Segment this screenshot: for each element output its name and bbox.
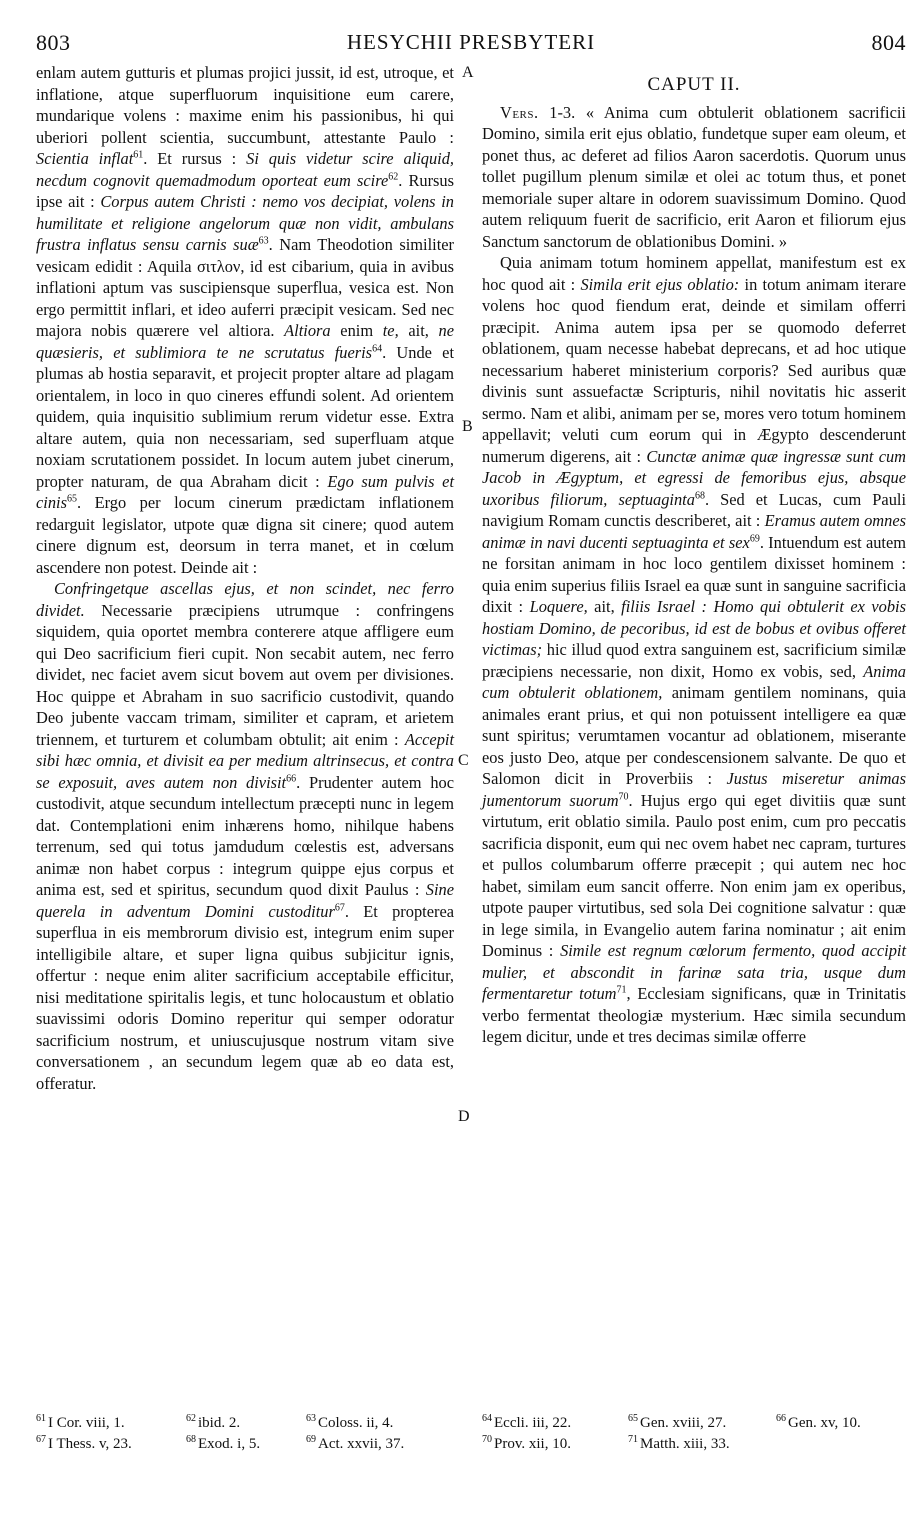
text-run: Necessarie præcipiens utrumque : confringens siquidem, quia oportet membra conterere atque affligere eum qui Deo sacrificium fieri cupit. Non secabit autem, nec ferro dividet, nec faciet avem sicut bovem aut ovem per divisiones. Hoc quippe et Abraham in suo sacrificio custodivit, quando Deo jubente vaccam trimam, similiter et capram, et arietem triennem, et turturem et columbam obtulit; ait enim : [36,600,454,749]
quotation: te, [382,321,399,340]
page-number-left: 803 [36,30,71,55]
quotation: Sine querela in adventum Domini custoditur [36,880,454,921]
text-run: in totum animam iterare volens hoc quod fiendum erat, deinde et similam offerri præcipit. Anima autem ipsa per se quomodo deferret oblationem, quam necesse habebat deprecans, et ad hoc utique necessarium haberet ministerium corporis? Sed auribus quæ divinis sunt assuefactæ Scripturis, nihil novitatis hic asserit sermo. Nam et alibi, animam per se, mores vero totum hominem appellavit; veluti cum eorum qui in Ægypto descenderunt numerum digerens, ait : [482,274,906,466]
quotation: Si quis videtur scire aliquid, necdum cognovit quemadmodum oporteat eum scire [36,149,454,190]
footnote-citation: Matth. xiii, 33. [640,1436,730,1452]
footnote [482,1434,571,1454]
text-run: ait, [398,321,439,340]
quotation: Simila erit ejus oblatio: [580,274,740,294]
quotation: Corpus autem Christi : nemo vos decipiat, volens in humilitate et religione angelorum quæ non vidit, ambulans frustra inflatus sensu carnis suæ [36,192,454,254]
margin-letter-d: D [458,1108,470,1125]
footnotes [36,1413,906,1455]
quotation: Altiora [284,321,331,340]
right-paragraph [482,252,906,1048]
footnote-citation: ibid. 2. [198,1415,241,1431]
text-run: 1-3. « Anima cum obtulerit oblationem sacrificii Domino, simila erit ejus oblatio, fundetque super eam oleum, et ponet thus, ac deferet ad filios Aaron sacerdotis. Quorum unus tollet pugillum plenum similæ et olei ac totum thus, et ponet memoriale super altare in odorem suavissimum Domino. Quod autem reliquum fuerit de sacrificio, erit Aaron et filiorum ejus Sanctum sanctorum de oblationibus Domini. » [482,102,906,251]
footnote [482,1413,571,1433]
quotation: Loquere, [529,597,588,616]
text-run: enim [330,321,383,340]
text-run: . Sed et Lucas, cum Pauli navigium Romam cunctis describeret, ait : [482,489,906,530]
footnote [776,1413,861,1433]
right-column-body [482,102,906,1048]
footnote-reference: 68 [694,490,705,502]
footnote-number: 62 [186,1413,196,1424]
footnote-reference: 66 [286,773,297,785]
footnote [36,1434,132,1454]
footnote-number: 61 [36,1413,46,1424]
quotation: filiis Israel : Homo qui obtulerit ex vobis hostiam Domino, de pecoribus, id est de bobus et ovibus offeret victimas; [482,597,906,659]
text-run: hic illud quod extra sanguinem est, sacrificium similæ præcipiens necessarie, non dixit, Homo ex vobis, sed, [482,640,906,681]
footnote-citation: Coloss. ii, 4. [318,1415,394,1431]
footnote [306,1413,393,1433]
footnote-number: 65 [628,1413,638,1424]
quotation: Simile est regnum cœlorum fermento, quod accipit mulier, et abscondit in farinæ sata tria, usque dum fermentaretur totum [482,941,907,1003]
text-run: enlam autem gutturis et plumas projici jussit, id est, utroque, et inflatione, atque superfluorum inquisitione eum carere, mundarique volens : maxime enim his passionibus, hi qui uberiori pollent scientia, succumbunt, attestante Paulo : [36,63,454,147]
text-run: ait, [587,597,622,616]
quotation: Accepit sibi hæc omnia, et divisit ea per medium altrinsecus, et contra se exposuit, aves autem non divisit [36,729,454,792]
footnote-reference: 64 [372,343,383,355]
text-run: . Prudenter autem hoc custodivit, atque secundum intellectum præcepti nunc in legem dat. Contemplationi enim inhærens homo, nihilque habens terrenum, sed qui totus jamdudum cœlestis est, adversans animæ non habet corpus : integrum quippe ejus corpus et anima est, sed et spiritus, secundum quod dixit Paulus : [36,772,455,899]
footnote-reference: 70 [618,791,629,803]
footnote-citation: Exod. i, 5. [198,1436,261,1452]
left-paragraph [36,62,454,578]
text-run: . Et propterea superflua in eis membrorum divisio est, integrum enim super intelligibile altare, et super ligna quibus subjicitur ignis, offertur : neque enim aliter sacrificium acceptabile efficitur, nisi meditatione spiritalis legis, et tunc holocaustum et oblatio suavissimi odoris Domino reperitur qui semper odoratur sacrificium nostrum, et uniuscujusque nostrum vitam sive conversationem , an secundum legem quæ ab eo data est, offeratur. [36,901,454,1093]
footnote-citation: Act. xxvii, 37. [318,1436,405,1452]
text-run: , Ecclesiam significans, quæ in Trinitatis verbo fermentat theologiæ mysterium. Hæc simila secundum legem dicitur, unde et tres decimas similæ offerre [482,984,906,1046]
text-run: Quia animam totum hominem appellat, manifestum est ex hoc quod ait : [482,253,906,294]
footnote-reference: 61 [133,149,144,161]
text-run: . Hujus ergo qui eget divitiis quæ sunt virtutum, erit oblatio simila. Paulo post enim, cum pro peccatis sacrificia disponit, eum qui nec ovem habet nec capram, turtures et pullos columbarum offerre præcepit ; qui autem nec hoc habet, similam eum sancit offerre. Non enim jam ex operibus, utpote pauper virtutibus, sed sola Dei cognitione salvatur : quæ in lege simila, in Evangelio autem farina nominatur ; ait enim Dominus : [482,790,906,960]
footnote-reference: 71 [616,984,627,996]
margin-letter-b: B [462,418,473,435]
footnote-citation: Eccli. iii, 22. [494,1415,572,1431]
footnote-citation: I Cor. viii, 1. [48,1415,125,1431]
footnote-citation: Prov. xii, 10. [494,1436,571,1452]
quotation: Anima cum obtulerit oblationem, [482,661,906,702]
footnote-reference: 62 [388,171,399,183]
footnote-number: 68 [186,1434,196,1445]
footnote [306,1434,404,1454]
text-run: . Nam Theodotion similiter vesicam edidit : Aquila σιτλον, id est cibarium, quia in avibus inflationi aptum vas suscipiensque superflua, vesica est. Non ergo permittit inflari, et ideo auferri præcipit vesicam. Sed nec majora nobis quærere vel altiora. [36,235,454,340]
footnote-number: 63 [306,1413,316,1424]
footnote [628,1413,726,1433]
footnote-line [36,1413,906,1434]
footnote [628,1434,730,1454]
footnote-line [36,1434,906,1455]
quotation: Justus miseretur animas jumentorum suorum [482,769,906,810]
footnote-reference: 67 [334,902,345,914]
left-column [36,62,454,1094]
quotation: Cunctæ animæ quæ ingressæ sunt cum Jacob in Ægyptum, et egressi de femoribus ejus, absque uxoribus filiorum, septuaginta [482,446,906,509]
footnote-citation: Gen. xv, 10. [788,1415,861,1431]
footnote-number: 71 [628,1434,638,1445]
footnote-reference: 63 [258,235,269,247]
quotation: Scientia inflat [36,149,134,168]
footnote-reference: 65 [66,493,77,505]
text-run: animam gentilem nominans, quia animales erant prius, et qui non potuissent intelligere ea quæ sunt spiritus; verumtamen vocantur ad oblationem, miserante eos justo Deo, atque per condescensionem salvante. De quo et Salomon dicit in Proverbiis : [482,683,906,788]
text-run: . Intuendum est autem ne forsitan animam in hoc loco gentilem dixisset hominem : quia enim superius filiis Israel ea quæ sunt in sanguine sacrificia dixit : [482,532,906,616]
quotation: Ego sum pulvis et cinis [36,471,455,512]
footnote-number: 70 [482,1434,492,1445]
footnote [186,1413,240,1433]
page-header [36,30,906,60]
right-paragraph [482,102,906,253]
footnote [186,1434,260,1454]
quotation: Confringetque ascellas ejus, et non scindet, nec ferro dividet. [36,579,454,620]
left-paragraph [36,578,454,1094]
page-number-right: 804 [871,30,906,55]
right-column [482,62,906,1048]
margin-letter-c: C [458,752,469,769]
footnote-number: 64 [482,1413,492,1424]
verse-label: Vers. [500,102,539,122]
text-run: . Unde et plumas ab hostia separavit, et projecit propter altare ad plagam orientalem, in loco in quo cineres effundi solent. Ad orientem quidem, quia inquisitio sublimium rerum videtur esse. Extra altare autem, quia non necessariam, sed superfluam atque noxiam scrutationem possidet. In locum autem jubet cinerum, propter naturam, de qua Abraham dicit : [36,342,454,491]
footnote-number: 69 [306,1434,316,1445]
margin-letter-a: A [462,64,474,81]
footnote-number: 66 [776,1413,786,1424]
footnote-reference: 69 [749,533,760,545]
quotation: Eramus autem omnes animæ in navi ducenti septuaginta et sex [482,511,906,552]
text-run: . Rursus ipse ait : [36,170,455,211]
footnote [36,1413,125,1433]
footnote-number: 67 [36,1434,46,1445]
text-run: . Ergo per locum cinerum prædictam inflationem redarguit legislator, utpote quæ digna sit cinere; quod autem cinere dignum est, deorsum in terra manet, et in cœlum ascendere non potest. Deinde ait : [36,493,454,577]
quotation: ne quæsieris, et sublimiora te ne scrutatus fueris [36,321,454,362]
footnote-citation: I Thess. v, 23. [48,1436,132,1452]
chapter-heading: CAPUT II. [647,74,741,95]
running-title: HESYCHII PRESBYTERI [346,30,596,54]
text-run: . Et rursus : [143,149,247,168]
footnote-citation: Gen. xviii, 27. [640,1415,727,1431]
